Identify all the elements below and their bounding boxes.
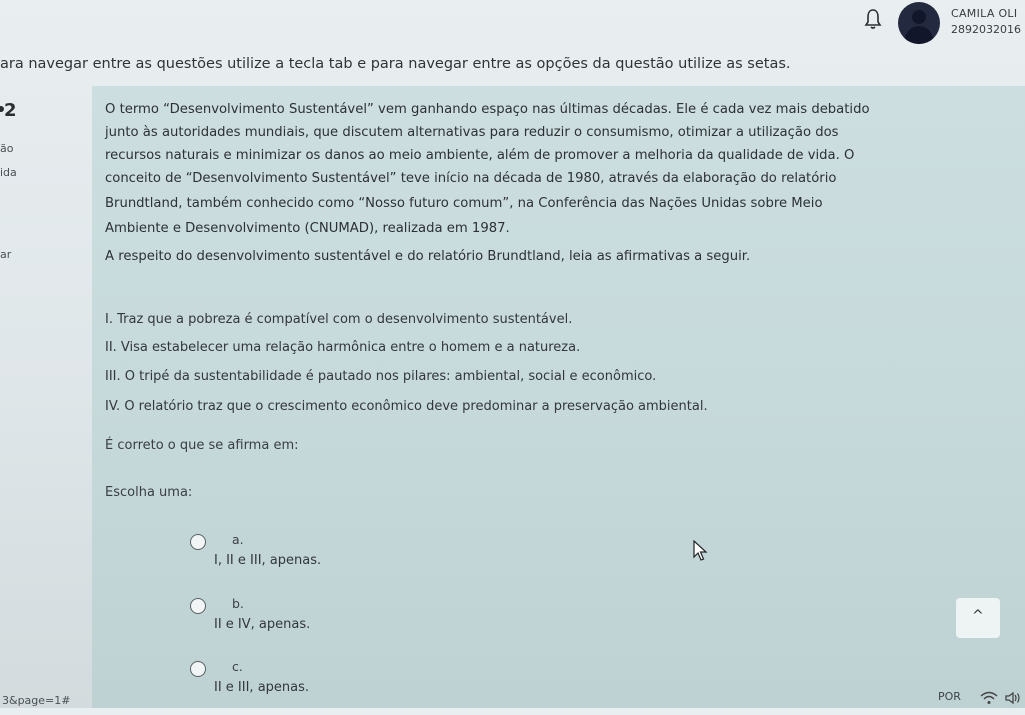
user-id: 2892032016 [951,23,1021,36]
wifi-icon[interactable] [980,691,998,705]
user-avatar[interactable] [898,2,940,44]
option-b[interactable] [190,592,690,652]
scroll-to-top-button[interactable] [956,598,1000,638]
correct-prompt: É correto o que se afirma em: [105,438,299,453]
question-paragraph-line: junto às autoridades mundiais, que discutem alternativas para reduzir o consumismo, otimizar a utilização dos [105,125,839,140]
top-bar [0,0,1025,48]
affirmative-3: III. O tripé da sustentabilidade é pautado nos pilares: ambiental, social e econômico. [105,369,657,384]
option-text[interactable]: II e III, apenas. [214,680,310,695]
speaker-icon[interactable] [1004,691,1022,705]
option-text[interactable]: II e IV, apenas. [214,617,311,632]
question-paragraph-line: Ambiente e Desenvolvimento (CNUMAD), realizada em 1987. [105,221,510,236]
option-b-radio[interactable] [190,598,206,614]
choose-label: Escolha uma: [105,485,193,500]
option-letter: b. [232,596,244,611]
avatar-head [912,10,926,24]
affirmative-4: IV. O relatório traz que o crescimento econômico deve predominar a preservação ambiental. [105,399,708,414]
bell-icon[interactable] [864,8,882,30]
question-paragraph-line: Brundtland, também conhecido como “Nosso futuro comum”, na Conferência das Nações Unidas sobre Meio [105,196,823,211]
language-indicator[interactable]: POR [938,690,961,703]
user-name: CAMILA OLI [951,7,1018,20]
question-paragraph-line: recursos naturais e minimizar os danos ao meio ambiente, além de promover a melhoria da qualidade de vida. O [105,148,855,163]
option-letter: a. [232,532,244,547]
option-a[interactable] [190,528,690,588]
question-paragraph-line: O termo “Desenvolvimento Sustentável” vem ganhando espaço nas últimas décadas. Ele é cada vez mais debatido [105,102,870,117]
question-paragraph-line: conceito de “Desenvolvimento Sustentável” teve início na década de 1980, através da elaboração do relatório [105,171,837,186]
status-url-fragment: 3&page=1# [2,694,71,707]
navigation-instructions: ara navegar entre as questões utilize a tecla tab e para navegar entre as opções da questão utilize as setas. [0,56,791,72]
option-c[interactable] [190,655,690,715]
affirmative-1: I. Traz que a pobreza é compatível com o desenvolvimento sustentável. [105,312,573,327]
mouse-cursor-icon [692,540,708,562]
option-letter: c. [232,659,243,674]
question-lead: A respeito do desenvolvimento sustentável e do relatório Brundtland, leia as afirmativas a seguir. [105,249,751,264]
option-text[interactable]: I, II e III, apenas. [214,553,322,568]
option-a-radio[interactable] [190,534,206,550]
sidebar-fragment: ar [0,248,12,261]
affirmative-2: II. Visa estabelecer uma relação harmônica entre o homem e a natureza. [105,340,581,355]
avatar-body [905,26,933,44]
question-number: 2 [4,100,17,121]
question-sidebar [0,72,100,708]
option-c-radio[interactable] [190,661,206,677]
sidebar-fragment: ão [0,142,14,155]
sidebar-fragment: ida [0,166,17,179]
chevron-up-icon: ^ [972,608,984,624]
